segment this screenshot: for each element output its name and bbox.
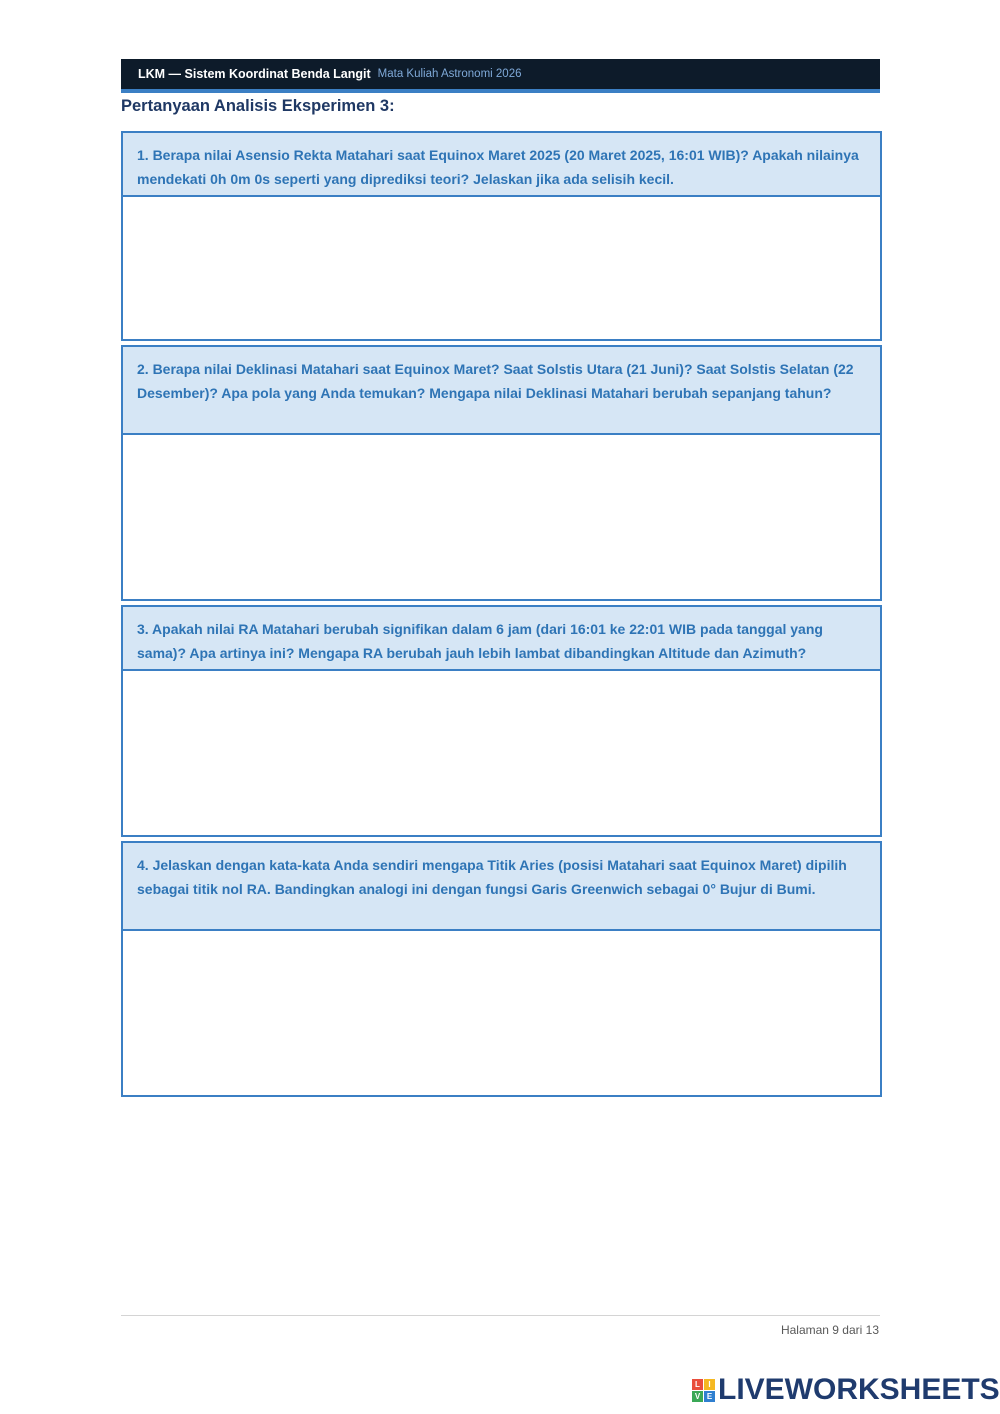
question-text: 4. Jelaskan dengan kata-kata Anda sendiri mengapa Titik Aries (posisi Matahari saat Equinox Maret) dipilih sebagai titik nol RA. Bandingkan analogi ini dengan fungsi Garis Greenwich sebagai 0° Bujur di Bumi. (123, 843, 880, 931)
question-box-1 (121, 131, 882, 341)
logo-square: E (704, 1391, 715, 1402)
answer-field[interactable] (123, 197, 880, 339)
liveworksheets-logo (692, 1374, 1000, 1406)
footer-divider (121, 1315, 880, 1316)
answer-field[interactable] (123, 435, 880, 599)
question-text: 2. Berapa nilai Deklinasi Matahari saat Equinox Maret? Saat Solstis Utara (21 Juni)? Saat Solstis Selatan (22 Desember)? Apa pola yang Anda temukan? Mengapa nilai Deklinasi Matahari berubah sepanjang tahun? (123, 347, 880, 435)
logo-text: LIVEWORKSHEETS (718, 1373, 1000, 1406)
logo-square: V (692, 1391, 703, 1402)
logo-square: I (704, 1379, 715, 1390)
logo-squares-icon (692, 1379, 715, 1402)
header-title: LKM — Sistem Koordinat Benda Langit (138, 67, 371, 81)
header-subtitle: Mata Kuliah Astronomi 2026 (377, 68, 522, 80)
question-box-2 (121, 345, 882, 601)
question-text: 1. Berapa nilai Asensio Rekta Matahari saat Equinox Maret 2025 (20 Maret 2025, 16:01 WIB)? Apakah nilainya mendekati 0h 0m 0s seperti yang diprediksi teori? Jelaskan jika ada selisih kecil. (123, 133, 880, 197)
document-header (121, 59, 880, 93)
question-box-3 (121, 605, 882, 837)
section-title: Pertanyaan Analisis Eksperimen 3: (121, 97, 395, 115)
question-box-4 (121, 841, 882, 1097)
page-number: Halaman 9 dari 13 (780, 1323, 879, 1337)
logo-square: L (692, 1379, 703, 1390)
answer-field[interactable] (123, 931, 880, 1095)
answer-field[interactable] (123, 671, 880, 835)
question-text: 3. Apakah nilai RA Matahari berubah signifikan dalam 6 jam (dari 16:01 ke 22:01 WIB pada tanggal yang sama)? Apa artinya ini? Mengapa RA berubah jauh lebih lambat dibandingkan Altitude dan Azimuth? (123, 607, 880, 671)
